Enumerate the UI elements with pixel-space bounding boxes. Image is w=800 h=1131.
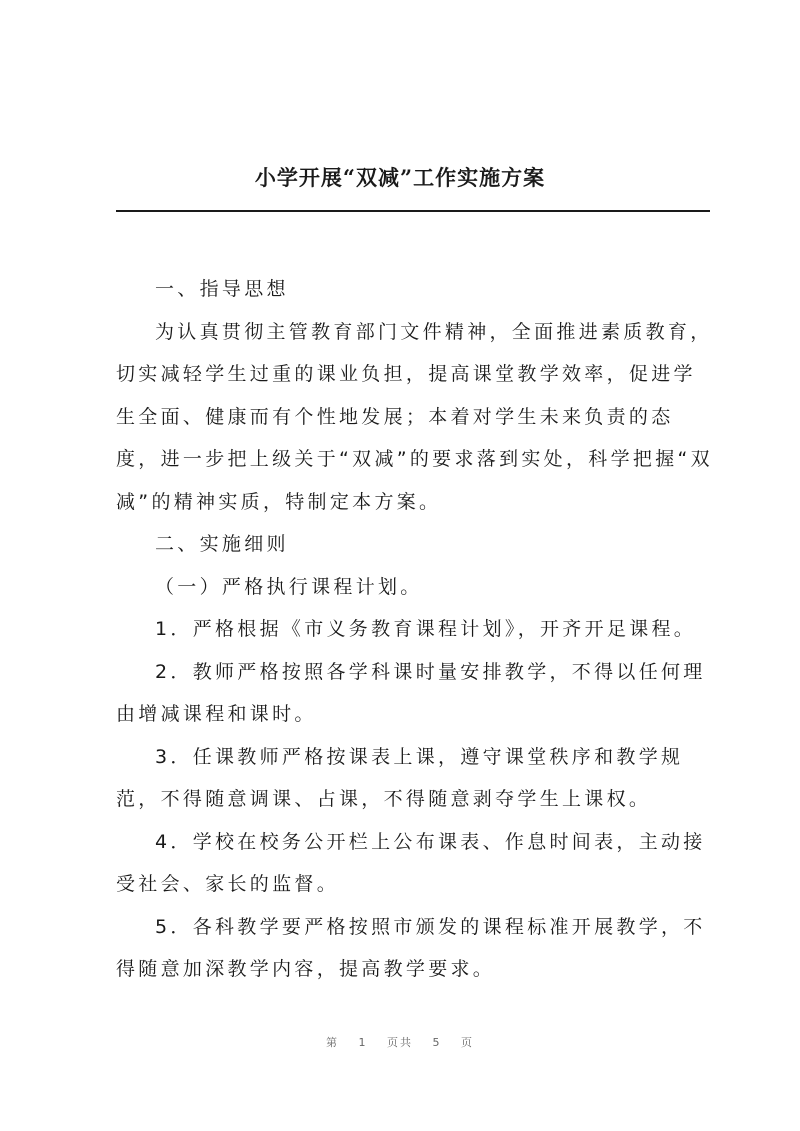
document-body	[116, 268, 716, 991]
list-item: 5．各科教学要严格按照市颁发的课程标准开展教学，不得随意加深教学内容，提高教学要求。	[116, 915, 706, 980]
document-title: 小学开展“双减”工作实施方案	[254, 165, 546, 190]
paragraph: 为认真贯彻主管教育部门文件精神，全面推进素质教育，切实减轻学生过重的课业负担，提高课堂教学效率，促进学生全面、健康而有个性地发展；本着对学生未来负责的态度，进一步把上级关于“双减”的要求落到实处，科学把握“双减”的精神实质，特制定本方案。	[116, 320, 713, 513]
list-item: 2．教师严格按照各学科课时量安排教学，不得以任何理由增减课程和课时。	[116, 660, 706, 725]
list-item: 1．严格根据《市义务教育课程计划》，开齐开足课程。	[155, 618, 697, 640]
page-footer	[0, 1034, 800, 1050]
footer-total-pages: 5	[432, 1036, 442, 1049]
section-heading: 二、实施细则	[155, 533, 289, 555]
section-heading: 一、指导思想	[155, 278, 289, 300]
footer-suffix: 页	[461, 1036, 474, 1049]
list-item: 4．学校在校务公开栏上公布课表、作息时间表，主动接受社会、家长的监督。	[116, 830, 706, 895]
footer-prefix: 第	[326, 1036, 339, 1049]
footer-middle: 页共	[387, 1036, 413, 1049]
footer-page-number: 1	[358, 1036, 368, 1049]
list-item: 3．任课教师严格按课表上课，遵守课堂秩序和教学规范，不得随意调课、占课，不得随意剥夺学生上课权。	[116, 745, 684, 810]
subsection-heading: （一）严格执行课程计划。	[155, 575, 423, 598]
title-underline	[116, 210, 710, 212]
